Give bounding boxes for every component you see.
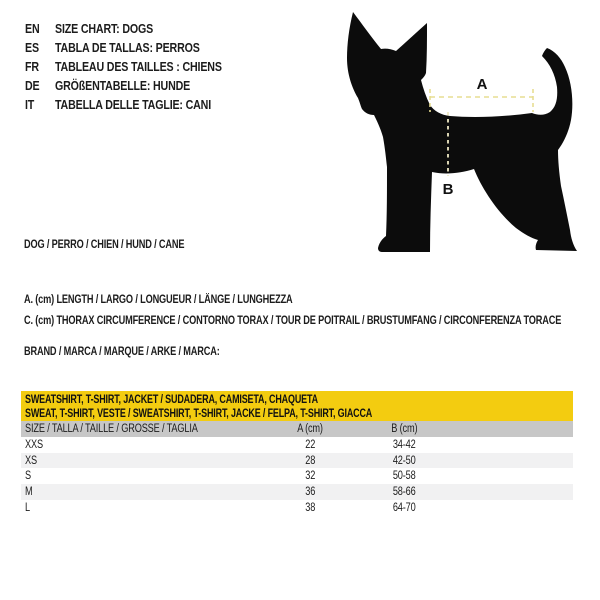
language-row	[25, 95, 258, 114]
table-row	[21, 453, 573, 469]
dog-silhouette-svg	[330, 0, 600, 260]
cell-length-a: 36	[305, 485, 315, 498]
table-body	[21, 437, 573, 515]
cell-thorax-b: 64-70	[392, 501, 416, 514]
cell-length-a: 38	[305, 501, 315, 514]
dog-measurement-diagram	[330, 0, 600, 260]
table-row	[21, 500, 573, 516]
language-code: IT	[25, 97, 35, 112]
cell-length-a: 32	[305, 470, 315, 483]
cell-thorax-b: 58-66	[392, 485, 416, 498]
table-title-line-1: SWEATSHIRT, T-SHIRT, JACKET / SUDADERA, CAMISETA, CHAQUETA	[25, 393, 318, 406]
thorax-label-b: B	[442, 181, 454, 198]
caption-animal: DOG / PERRO / CHIEN / HUND / CANE	[24, 239, 185, 251]
length-label-a: A	[476, 76, 488, 93]
language-title: GRÖßENTABELLE: HUNDE	[55, 78, 191, 93]
language-list	[25, 19, 258, 114]
caption-length: A. (cm) LENGTH / LARGO / LONGUEUR / LÄNGE / LUNGHEZZA	[24, 294, 293, 306]
table-row	[21, 437, 573, 453]
cell-length-a: 28	[305, 454, 315, 467]
dog-silhouette	[347, 12, 577, 252]
column-header-b-cm: B (cm)	[390, 423, 418, 435]
cell-size: XS	[25, 454, 37, 467]
cell-size: L	[25, 501, 30, 514]
language-row	[25, 19, 258, 38]
language-title: TABELLA DELLE TAGLIE: CANI	[55, 97, 212, 112]
language-title: SIZE CHART: DOGS	[55, 21, 154, 36]
language-title: TABLA DE TALLAS: PERROS	[55, 40, 200, 55]
cell-thorax-b: 42-50	[392, 454, 416, 467]
size-table	[21, 391, 573, 515]
table-header-row	[21, 421, 573, 437]
language-title: TABLEAU DES TAILLES : CHIENS	[55, 59, 222, 74]
table-title-band	[21, 391, 573, 421]
language-row	[25, 57, 258, 76]
table-title-line-2: SWEAT, T-SHIRT, VESTE / SWEATSHIRT, T-SHIRT, JACKE / FELPA, T-SHIRT, GIACCA	[25, 407, 373, 420]
cell-length-a: 22	[305, 438, 315, 451]
caption-brand: BRAND / MARCA / MARQUE / ARKE / MARCA:	[24, 346, 220, 358]
language-code: EN	[25, 21, 40, 36]
caption-thorax: C. (cm) THORAX CIRCUMFERENCE / CONTORNO TORAX / TOUR DE POITRAIL / BRUSTUMFANG / CIRCONFERENZA TORACE	[24, 315, 562, 327]
cell-size: M	[25, 485, 33, 498]
table-row	[21, 468, 573, 484]
language-code: DE	[25, 78, 40, 93]
language-row	[25, 38, 258, 57]
language-row	[25, 76, 258, 95]
cell-size: XXS	[25, 438, 43, 451]
language-code: FR	[25, 59, 39, 74]
cell-size: S	[25, 470, 31, 483]
table-row	[21, 484, 573, 500]
cell-thorax-b: 34-42	[392, 438, 416, 451]
column-header-a-cm: A (cm)	[297, 423, 323, 435]
column-header-size: SIZE / TALLA / TAILLE / GRÖSSE / TAGLIA	[25, 423, 198, 435]
cell-thorax-b: 50-58	[392, 470, 416, 483]
language-code: ES	[25, 40, 39, 55]
